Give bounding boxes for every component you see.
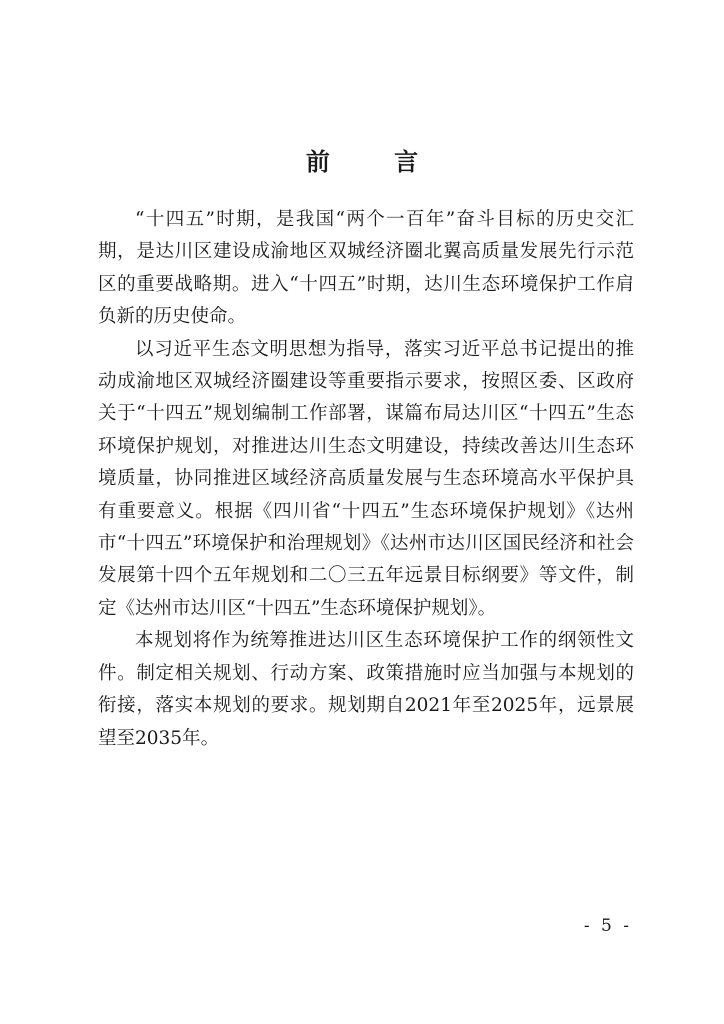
paragraph-1: “十四五”时期，是我国“两个一百年”奋斗目标的历史交汇期，是达川区建设成渝地区双城经济圈北翼高质量发展先行示范区的重要战略期。进入“十四五”时期，达川生态环境保护工作肩负新的历史使命。 (98, 209, 634, 328)
document-body (98, 204, 634, 755)
paragraph-2: 以习近平生态文明思想为指导，落实习近平总书记提出的推动成渝地区双城经济圈建设等重要指示要求，按照区委、区政府关于“十四五”规划编制工作部署，谋篇布局达川区“十四五”生态环境保护规划，对推进达川生态文明建设，持续改善达川生态环境质量，协同推进区域经济高质量发展与生态环境高水平保护具有重要意义。根据《四川省“十四五”生态环境保护规划》《达州市“十四五”环境保护和治理规划》《达州市达川区国民经济和社会发展第十四个五年规划和二〇三五年远景目标纲要》等文件，制定《达州市达川区“十四五”生态环境保护规划》。 (98, 338, 634, 619)
page-title: 前 言 (305, 147, 447, 176)
paragraph-3: 本规划将作为统筹推进达川区生态环境保护工作的纲领性文件。制定相关规划、行动方案、政策措施时应当加强与本规划的衔接，落实本规划的要求。规划期自2021年至2025年，远景展望至2035年。 (98, 630, 634, 749)
page-number: - 5 - (583, 916, 632, 936)
